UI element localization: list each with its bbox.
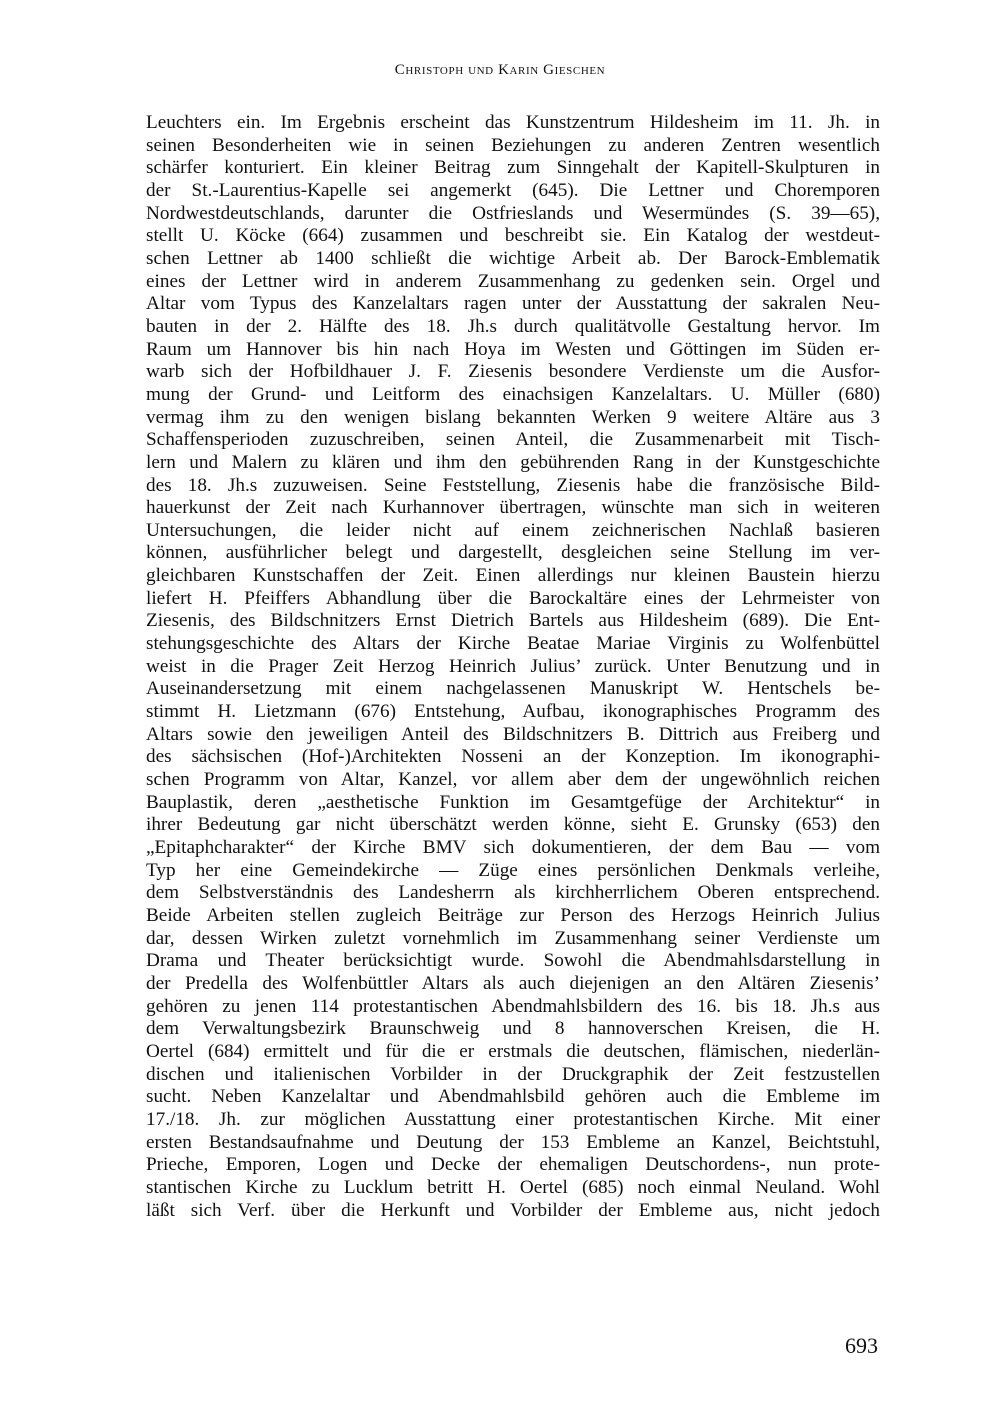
text-line: dem Verwaltungsbezirk Braunschweig und 8 hannoverschen Kreisen, die H.	[146, 1018, 880, 1040]
text-line: Leuchters ein. Im Ergebnis erscheint das Kunstzentrum Hildesheim im 11. Jh. in	[146, 112, 880, 133]
text-line: liefert H. Pfeiffers Abhandlung über die Barockaltäre eines der Lehrmeister von	[146, 587, 880, 609]
text-line: der St.-Laurentius-Kapelle sei angemerkt (645). Die Lettner und Choremporen	[146, 179, 880, 201]
text-line: stantischen Kirche zu Lucklum betritt H. Oertel (685) noch einmal Neuland. Wohl	[146, 1176, 880, 1198]
text-line: stehungsgeschichte des Altars der Kirche Beatae Mariae Virginis zu Wolfenbüttel	[146, 633, 880, 655]
text-line: schen Programm von Altar, Kanzel, vor allem aber dem der ungewöhnlich reichen	[146, 769, 880, 791]
body-text	[146, 112, 880, 1222]
text-line: stimmt H. Lietzmann (676) Entstehung, Aufbau, ikonographisches Programm des	[146, 701, 880, 723]
text-line: läßt sich Verf. über die Herkunft und Vorbilder der Embleme aus, nicht jedoch	[146, 1199, 880, 1221]
text-line: dischen und italienischen Vorbilder in der Druckgraphik der Zeit festzustellen	[146, 1063, 880, 1085]
text-line: 17./18. Jh. zur möglichen Ausstattung einer protestantischen Kirche. Mit einer	[146, 1108, 880, 1130]
text-line: hauerkunst der Zeit nach Kurhannover übertragen, wünschte man sich in weiteren	[146, 497, 880, 519]
text-line: Oertel (684) ermittelt und für die er erstmals die deutschen, flämischen, niederlän-	[146, 1040, 880, 1062]
text-line: Beide Arbeiten stellen zugleich Beiträge zur Person des Herzogs Heinrich Julius	[146, 904, 880, 926]
text-line: vermag ihm zu den wenigen bislang bekannten Werken 9 weitere Altäre aus 3	[146, 406, 880, 428]
text-line: Raum um Hannover bis hin nach Hoya im Westen und Göttingen im Süden er-	[146, 338, 880, 360]
text-line: der Predella des Wolfenbüttler Altars als auch diejenigen an den Altären Ziesenis’	[146, 972, 880, 994]
text-line: schärfer konturiert. Ein kleiner Beitrag zum Sinngehalt der Kapitell-Skulpturen in	[146, 157, 880, 179]
text-line: gleichbaren Kunstschaffen der Zeit. Einen allerdings nur kleinen Baustein hierzu	[146, 565, 880, 587]
text-line: Drama und Theater berücksichtigt wurde. Sowohl die Abendmahlsdarstellung in	[146, 950, 880, 972]
text-line: des sächsischen (Hof-)Architekten Nosseni an der Konzeption. Im ikonographi-	[146, 746, 880, 768]
text-line: „Epitaphcharakter“ der Kirche BMV sich dokumentieren, der dem Bau — vom	[146, 837, 880, 858]
text-line: mung der Grund- und Leitform des einachsigen Kanzelaltars. U. Müller (680)	[146, 383, 880, 405]
text-line: bauten in der 2. Hälfte des 18. Jh.s durch qualitätvolle Gestaltung hervor. Im	[146, 315, 880, 337]
text-line: warb sich der Hofbildhauer J. F. Ziesenis besondere Verdienste um die Ausfor-	[146, 361, 880, 383]
text-line: dem Selbstverständnis des Landesherrn als kirchherrlichem Oberen entsprechend.	[146, 882, 880, 904]
text-line: Altar vom Typus des Kanzelaltars ragen unter der Ausstattung der sakralen Neu-	[146, 293, 880, 315]
text-line: sucht. Neben Kanzelaltar und Abendmahlsbild gehören auch die Embleme im	[146, 1086, 880, 1108]
text-line: des 18. Jh.s zuzuweisen. Seine Feststellung, Ziesenis habe die französische Bild-	[146, 474, 880, 496]
text-line: Auseinandersetzung mit einem nachgelassenen Manuskript W. Hentschels be-	[146, 678, 880, 700]
text-line: Nordwestdeutschlands, darunter die Ostfrieslands und Wesermündes (S. 39—65),	[146, 202, 880, 224]
text-line: schen Lettner ab 1400 schließt die wichtige Arbeit ab. Der Barock-Emblematik	[146, 247, 880, 269]
text-line: Bauplastik, deren „aesthetische Funktion im Gesamtgefüge der Architektur“ in	[146, 791, 880, 813]
text-line: eines der Lettner wird in anderem Zusammenhang zu gedenken sein. Orgel und	[146, 270, 880, 292]
text-line: stellt U. Köcke (664) zusammen und beschreibt sie. Ein Katalog der westdeut-	[146, 225, 880, 247]
text-line: Prieche, Emporen, Logen und Decke der ehemaligen Deutschordens-, nun prote-	[146, 1154, 880, 1176]
text-line: lern und Malern zu klären und ihm den gebührenden Rang in der Kunstgeschichte	[146, 451, 880, 473]
text-line: Ziesenis, des Bildschnitzers Ernst Dietrich Bartels aus Hildesheim (689). Die Ent-	[146, 610, 880, 632]
text-line: gehören zu jenen 114 protestantischen Abendmahlsbildern des 16. bis 18. Jh.s aus	[146, 995, 880, 1017]
text-line: ihrer Bedeutung gar nicht überschätzt werden könne, sieht E. Grunsky (653) den	[146, 814, 880, 836]
text-line: Altars sowie den jeweiligen Anteil des Bildschnitzers B. Dittrich aus Freiberg und	[146, 723, 880, 745]
text-line: seinen Besonderheiten wie in seinen Beziehungen zu anderen Zentren wesentlich	[146, 134, 880, 156]
running-head: Christoph und Karin Gieschen	[394, 62, 606, 78]
text-line: können, ausführlicher belegt und dargestellt, desgleichen seine Stellung im ver-	[146, 542, 880, 564]
text-line: weist in die Prager Zeit Herzog Heinrich Julius’ zurück. Unter Benutzung und in	[146, 655, 880, 677]
text-line: Typ her eine Gemeindekirche — Züge eines persönlichen Denkmals verleihe,	[146, 859, 880, 881]
page-number: 693	[845, 1333, 878, 1358]
text-line: Schaffensperioden zuzuschreiben, seinen Anteil, die Zusammenarbeit mit Tisch-	[146, 429, 880, 451]
text-line: Untersuchungen, die leider nicht auf einem zeichnerischen Nachlaß basieren	[146, 519, 880, 541]
text-line: dar, dessen Wirken zuletzt vornehmlich im Zusammenhang seiner Verdienste um	[146, 927, 880, 949]
text-line: ersten Bestandsaufnahme und Deutung der 153 Embleme an Kanzel, Beichtstuhl,	[146, 1131, 880, 1153]
